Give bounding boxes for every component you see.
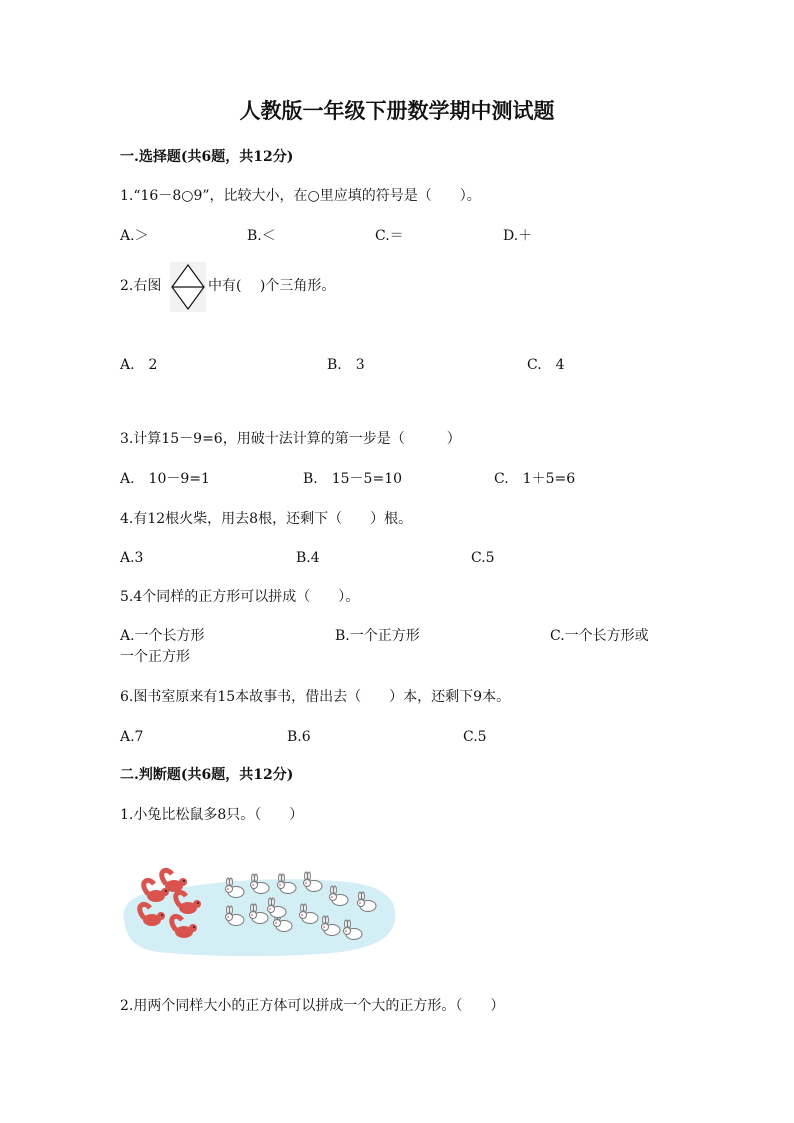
- question-4: 4.有12根火柴，用去8根，还剩下（ ）根。: [120, 511, 413, 527]
- q6-option-c: C.5: [463, 729, 487, 745]
- q1-option-c: C.＝: [375, 228, 404, 244]
- q4-option-b: B.4: [296, 550, 320, 566]
- question-6: 6.图书室原来有15本故事书，借出去（ ）本，还剩下9本。: [120, 689, 511, 705]
- question-2-start: 2.右图: [120, 278, 162, 294]
- q2-option-a: A. 2: [120, 357, 158, 373]
- q2-option-b: B. 3: [327, 357, 365, 373]
- judgement-question-2: 2.用两个同样大小的正方体可以拼成一个大的正方形。（ ）: [120, 998, 505, 1014]
- q2-option-c: C. 4: [527, 357, 565, 373]
- q4-option-c: C.5: [471, 550, 495, 566]
- q6-option-b: B.6: [287, 729, 311, 745]
- section-heading-judgement: 二.判断题(共6题，共12分): [120, 767, 294, 783]
- judgement-question-1: 1.小兔比松鼠多8只。（ ）: [120, 807, 304, 823]
- page-title: 人教版一年级下册数学期中测试题: [239, 98, 555, 123]
- q3-option-a: A. 10－9=1: [120, 471, 210, 487]
- question-3: 3.计算15－9=6，用破十法计算的第一步是（ ）: [120, 431, 461, 447]
- section-heading-choice: 一.选择题(共6题，共12分): [120, 149, 294, 165]
- q3-option-b: B. 15－5=10: [303, 471, 403, 487]
- q5-option-c: C.一个长方形或: [550, 628, 649, 644]
- q5-option-a: A.一个长方形: [120, 628, 205, 644]
- question-5: 5.4个同样的正方形可以拼成（ ）。: [120, 589, 360, 605]
- q5-option-c-continued: 一个正方形: [120, 649, 190, 665]
- q5-option-b: B.一个正方形: [335, 628, 420, 644]
- question-1: 1.“16－8○9”，比较大小，在○里应填的符号是（ ）。: [120, 188, 481, 204]
- squirrels-and-rabbits-illustration: [118, 872, 398, 958]
- q1-option-b: B.＜: [247, 228, 276, 244]
- question-2-end: 中有( )个三角形。: [208, 278, 336, 294]
- q1-option-a: A.＞: [120, 228, 149, 244]
- q6-option-a: A.7: [120, 729, 144, 745]
- q4-option-a: A.3: [120, 550, 144, 566]
- rhombus-figure: [170, 262, 206, 312]
- q1-option-d: D.＋: [503, 228, 533, 244]
- q3-option-c: C. 1＋5=6: [494, 471, 576, 487]
